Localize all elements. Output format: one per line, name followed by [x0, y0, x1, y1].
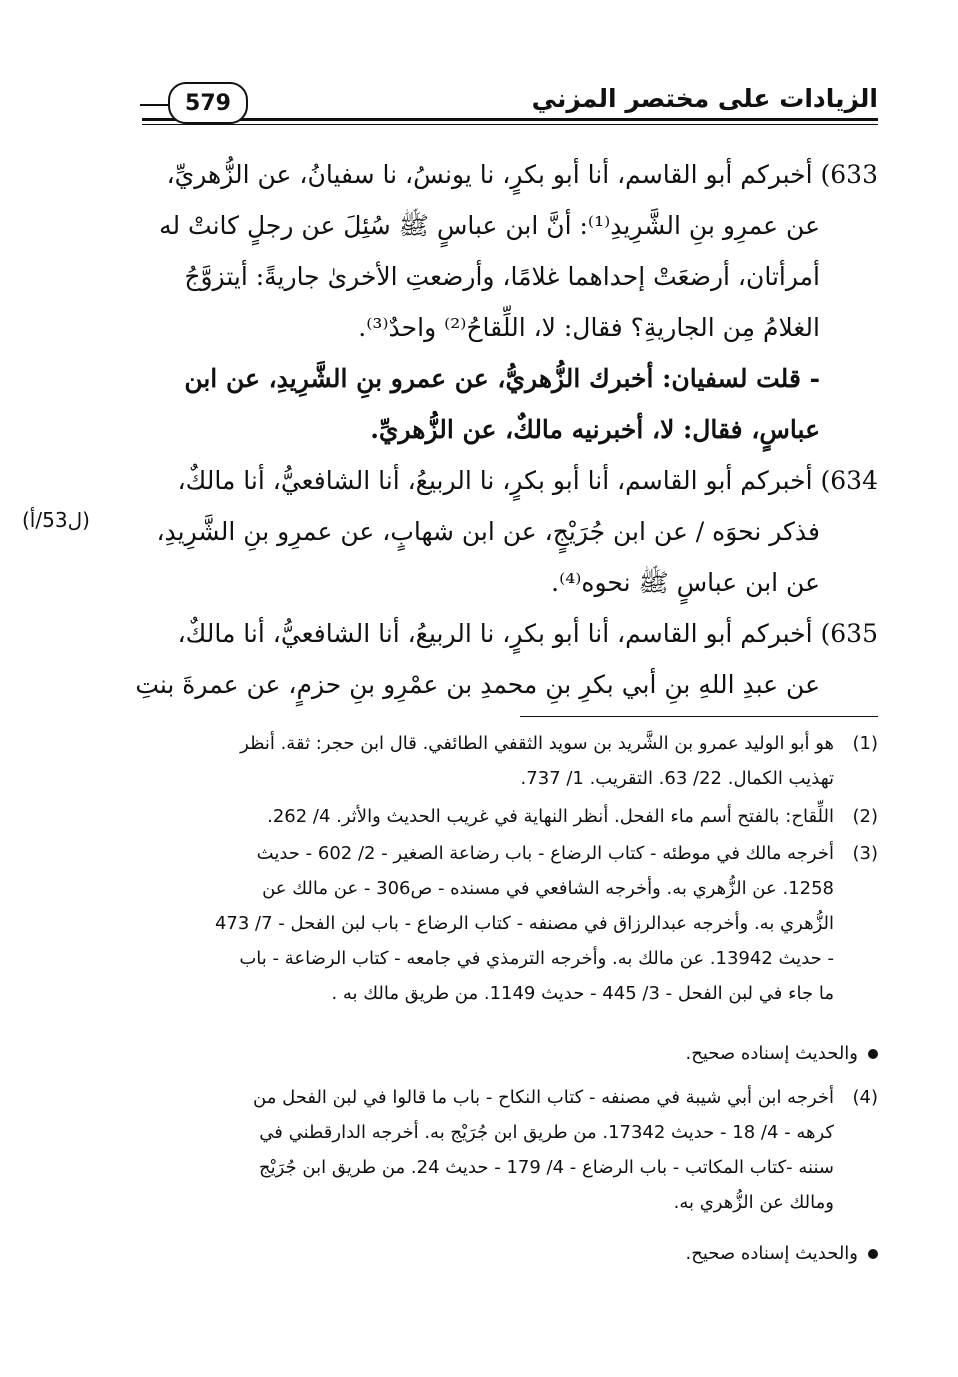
text-line-bold: عباسٍ، فقال: لا، أخبرنيه مالكٌ، عن الزُّهريِّ. [370, 415, 820, 444]
footnote-4 [138, 1080, 878, 1220]
running-title: الزيادات على مختصر المزني [531, 84, 878, 113]
footnote-line: اللِّقاح: بالفتح أسم ماء الفحل. أنظر النهاية في غريب الحديث والأثر. 4/ 262. [267, 806, 834, 827]
footnote-line: هو أبو الوليد عمرو بن الشَّريد بن سويد الثقفي الطائفي. قال ابن حجر: ثقة. أنظر [240, 733, 834, 754]
footnote-line: 1258. عن الزُّهري به. وأخرجه الشافعي في مسنده - ص306 - عن مالك عن [262, 878, 834, 899]
footnote-2 [138, 799, 878, 834]
footnote-1 [138, 726, 878, 796]
grading-note [686, 1036, 879, 1071]
bullet-icon [868, 1249, 878, 1259]
margin-folio-note: (ل53/أ) [22, 508, 90, 532]
text-line-bold: - قلت لسفيان: أخبرك الزُّهريُّ، عن عمرو بنِ الشَّرِيدِ، عن ابن [184, 364, 820, 393]
footnote-3 [138, 836, 878, 1011]
page-header [0, 0, 958, 140]
footnote-number: (3) [852, 843, 878, 864]
page-number: 579 [168, 82, 248, 124]
bullet-icon [868, 1049, 878, 1059]
footnote-line: أخرجه ابن أبي شيبة في مصنفه - كتاب النكاح - باب ما قالوا في لبن الفحل من [253, 1087, 834, 1108]
text-line: أمرأتان، أرضعَتْ إحداهما غلامًا، وأرضعتِ الأخرىٰ جاريةً: أيتزوَّجُ [184, 262, 820, 291]
text-line: عن عبدِ اللهِ بنِ أبي بكرِ بنِ محمدِ بن عمْرِو بنِ حزمٍ، عن عمرةَ بنتِ [135, 670, 820, 699]
text-line: الغلامُ مِن الجاريةِ؟ فقال: لا، اللِّقاحُ⁽²⁾ واحدٌ⁽³⁾. [358, 313, 820, 342]
header-rule-thin [142, 124, 878, 125]
footnote-line: كرهه - 4/ 18 - حديث 17342. من طريق ابن جُرَيْج به. أخرجه الدارقطني في [259, 1122, 834, 1143]
footnote-number: (1) [852, 733, 878, 754]
text-line: 633) أخبركم أبو القاسم، أنا أبو بكرٍ، نا يونسُ، نا سفيانُ، عن الزُّهريِّ، [166, 160, 878, 189]
footnote-line: سننه -كتاب المكاتب - باب الرضاع - 4/ 179 - حديث 24. من طريق ابن جُرَيْج [258, 1157, 834, 1178]
footnote-line: ما جاء في لبن الفحل - 3/ 445 - حديث 1149. من طريق مالك به . [331, 983, 834, 1004]
text-line: 634) أخبركم أبو القاسم، أنا أبو بكرٍ، نا الربيعُ، أنا الشافعيُّ، أنا مالكٌ، [177, 466, 878, 495]
grading-text: والحديث إسناده صحيح. [685, 1043, 858, 1064]
footnote-line: - حديث 13942. عن مالك به. وأخرجه الترمذي في جامعه - كتاب الرضاعة - باب [239, 948, 834, 969]
footnote-line: تهذيب الكمال. 22/ 63. التقريب. 1/ 737. [520, 768, 834, 789]
footnote-line: أخرجه مالك في موطئه - كتاب الرضاع - باب رضاعة الصغير - 2/ 602 - حديث [256, 843, 834, 864]
text-line: فذكر نحوَه / عن ابن جُرَيْجٍ، عن ابن شهابٍ، عن عمرِو بنِ الشَّرِيدِ، [156, 517, 820, 546]
header-rule [142, 118, 878, 121]
text-line: عن عمرِو بنِ الشَّرِيدِ⁽¹⁾: أنَّ ابن عباسٍ ﷺ سُئِلَ عن رجلٍ كانتْ له [159, 211, 820, 240]
text-line: 635) أخبركم أبو القاسم، أنا أبو بكرٍ، نا الربيعُ، أنا الشافعيُّ، أنا مالكٌ، [177, 619, 878, 648]
grading-note [686, 1236, 879, 1271]
footnote-number: (2) [852, 806, 878, 827]
text-line: عن ابن عباسٍ ﷺ نحوه⁽⁴⁾. [551, 568, 820, 597]
grading-text: والحديث إسناده صحيح. [685, 1243, 858, 1264]
footnote-number: (4) [852, 1087, 878, 1108]
page-number-tail [140, 104, 170, 106]
footnote-line: الزُّهري به. وأخرجه عبدالرزاق في مصنفه - كتاب الرضاع - باب لبن الفحل - 7/ 473 [214, 913, 834, 934]
footnote-line: ومالك عن الزُّهري به. [673, 1192, 834, 1213]
footnote-separator [520, 716, 878, 717]
